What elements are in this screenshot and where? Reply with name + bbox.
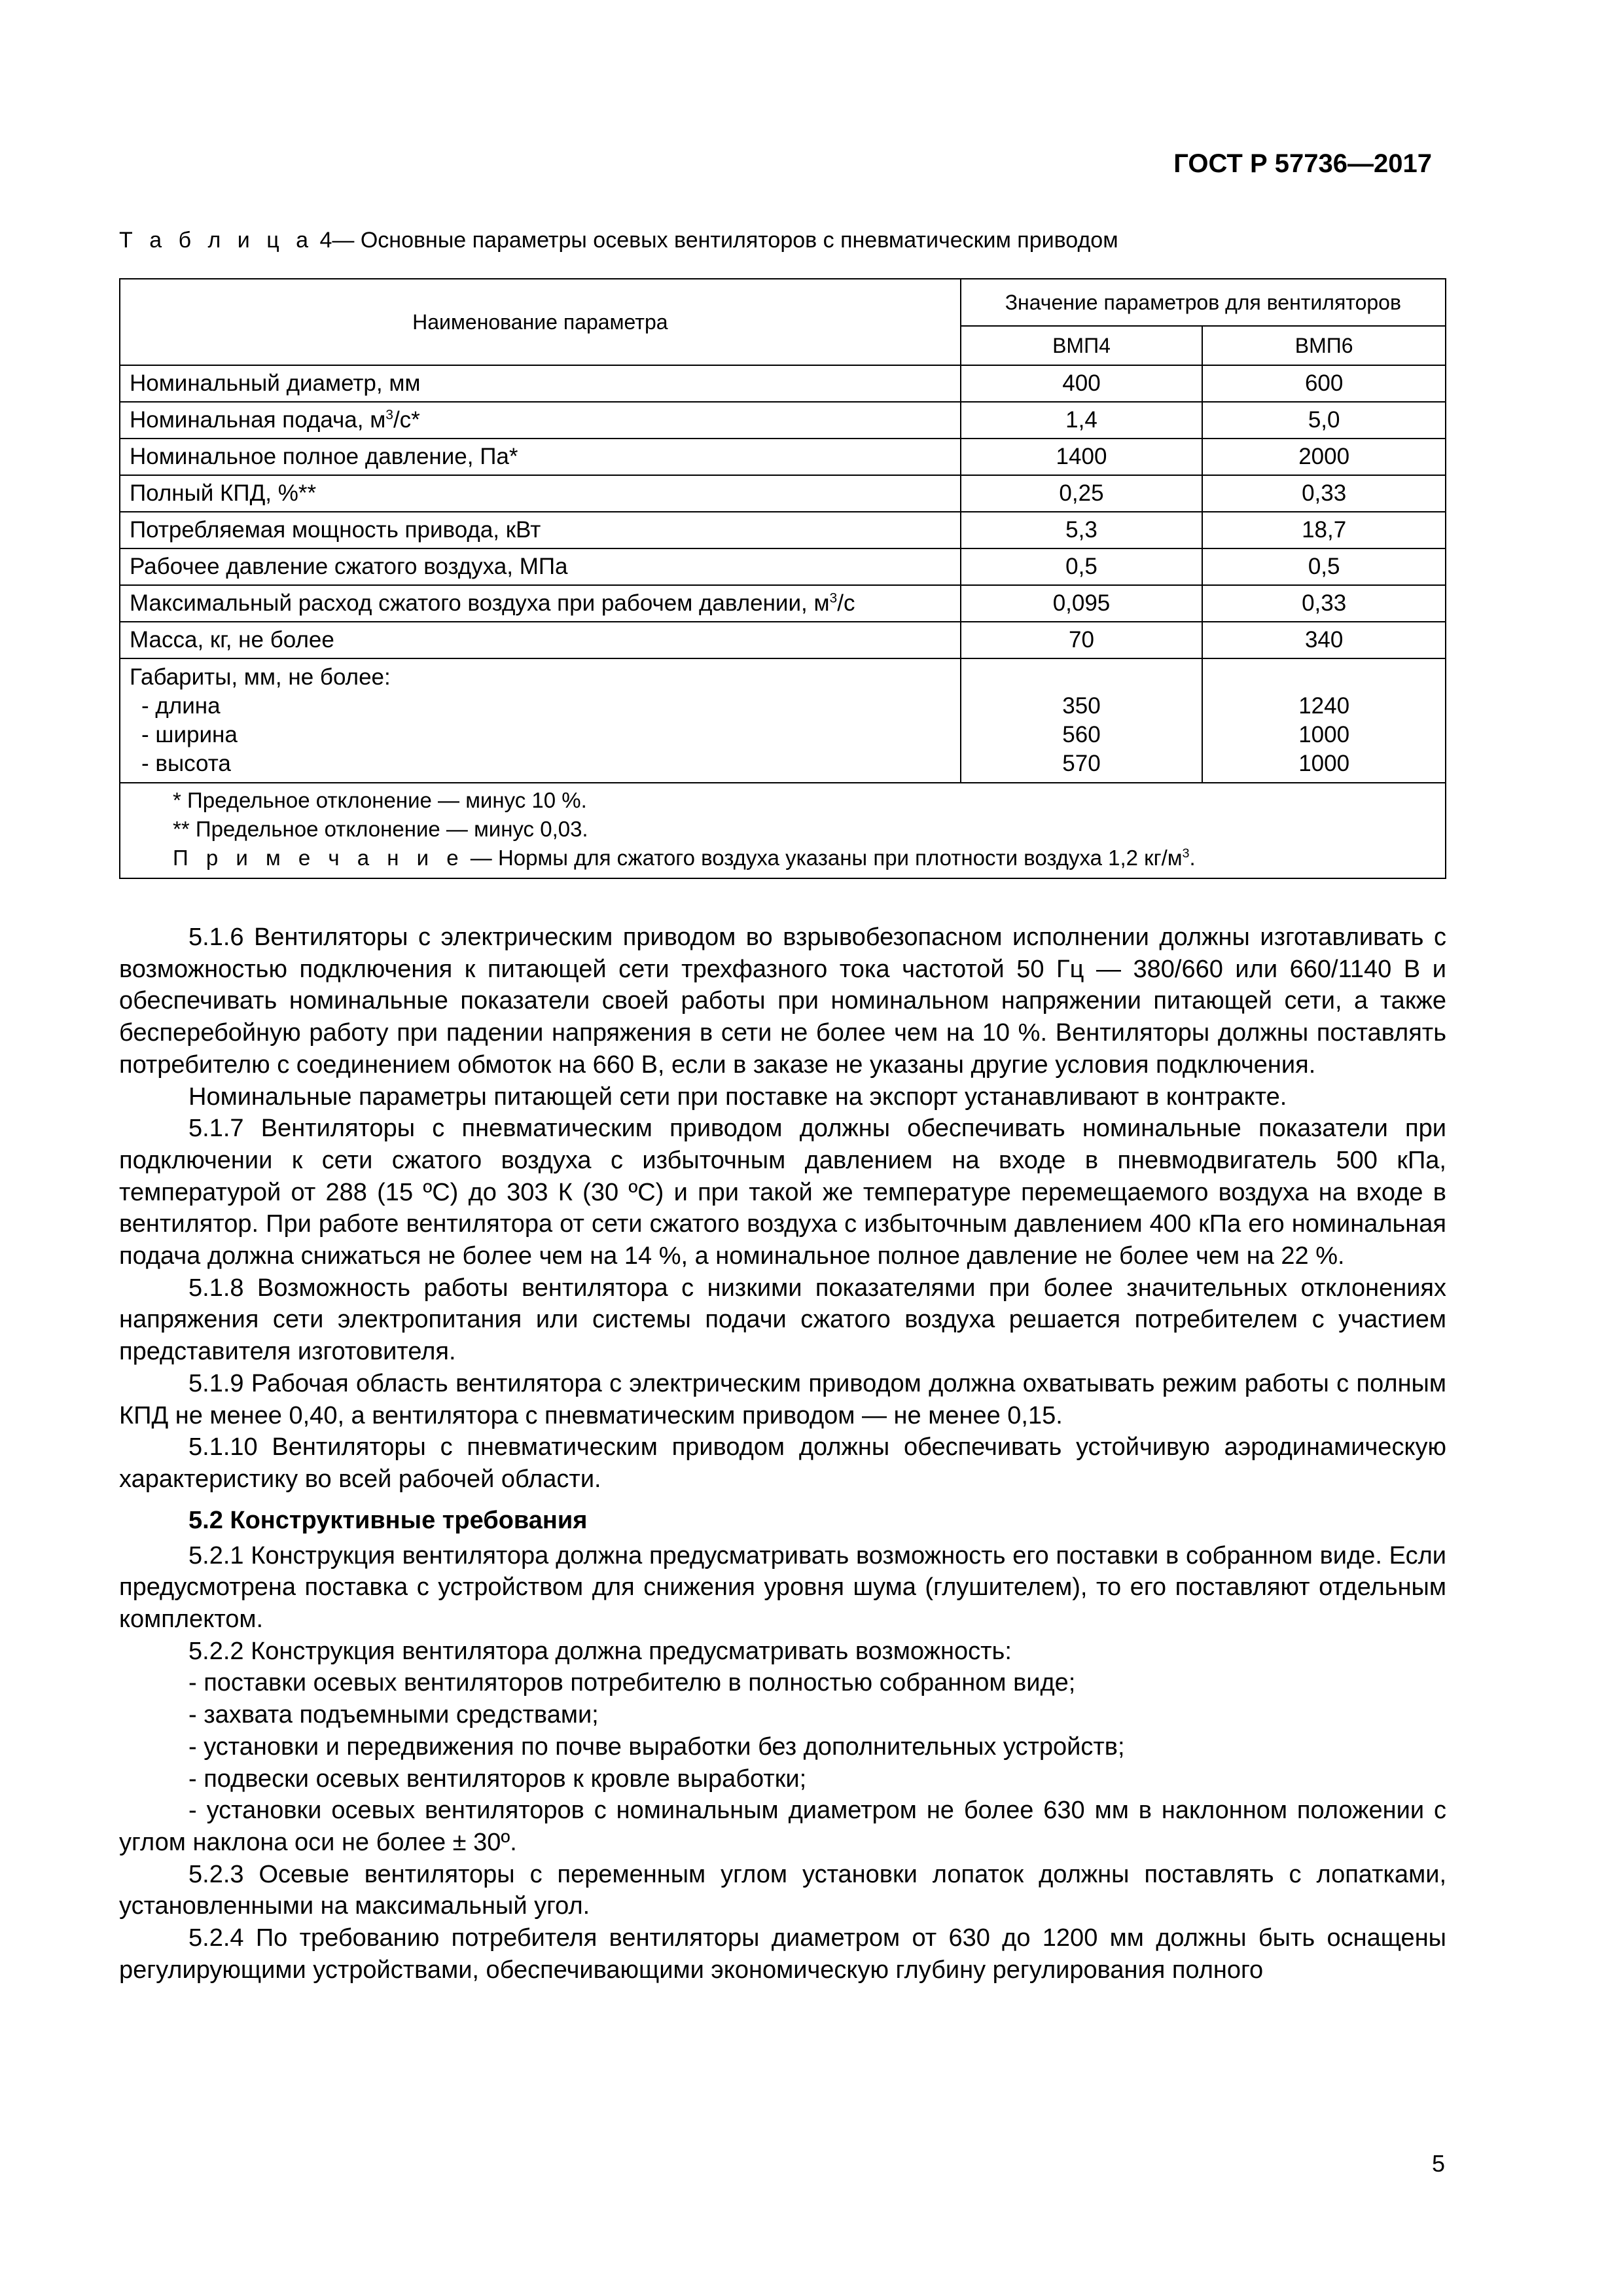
section-heading-5-2: 5.2 Конструктивные требования <box>188 1506 588 1534</box>
row-name-superscript: 3 <box>385 407 393 423</box>
table-notes <box>120 783 1446 878</box>
dimension-width-label: - ширина <box>141 722 238 747</box>
dimension-height-vmp6: 1000 <box>1298 751 1350 776</box>
row-value-vmp6: 18,7 <box>1202 512 1446 548</box>
list-item: - поставки осевых вентиляторов потребителю в полностью собранном виде; <box>188 1669 1076 1697</box>
dimension-length-label: - длина <box>141 693 221 719</box>
dimensions-vmp4 <box>961 658 1203 783</box>
row-value-vmp4: 1,4 <box>961 402 1203 439</box>
dimension-height-label: - высота <box>141 751 231 776</box>
dimension-width-vmp6: 1000 <box>1298 722 1350 747</box>
row-value-vmp6: 0,5 <box>1202 548 1446 585</box>
standard-designation: ГОСТ Р 57736—2017 <box>1173 149 1432 178</box>
row-name: Полный КПД, %** <box>120 475 961 512</box>
paragraph-5-1-7: 5.1.7 Вентиляторы с пневматическим приводом должны обеспечивать номинальные показатели при подключении к сети сжатого воздуха с избыточным давлением на входе в пневмодвигатель 500 кПа, температурой от 288 (15 ºС) до 303 К (30 ºС) и при такой же температуре перемещаемого воздуха на входе в вентилятор. При работе вентилятора от сети сжатого воздуха с избыточным давлением 400 кПа его номинальная подача должна снижаться не более чем на 14 %, а номинальное полное давление не более чем на 22 %. <box>119 1115 1446 1270</box>
footnote-1: * Предельное отклонение — минус 10 %. <box>173 788 587 812</box>
note-text: — Нормы для сжатого воздуха указаны при плотности воздуха 1,2 кг/м <box>470 846 1183 870</box>
list-item: - установки осевых вентиляторов с номинальным диаметром не более 630 мм в наклонном положении с углом наклона оси не более ± 30º. <box>119 1797 1446 1856</box>
dimensions-vmp6 <box>1202 658 1446 783</box>
table-row-dimensions <box>120 658 1446 783</box>
body-text <box>119 922 1446 1986</box>
row-name: Рабочее давление сжатого воздуха, МПа <box>120 548 961 585</box>
table-caption-text: 4— Основные параметры осевых вентиляторов с пневматическим приводом <box>319 228 1118 253</box>
dimensions-names <box>120 658 961 783</box>
paragraph-5-2-4: 5.2.4 По требованию потребителя вентиляторы диаметром от 630 до 1200 мм должны быть оснащены регулирующими устройствами, обеспечивающими экономическую глубину регулирования полного <box>119 1924 1446 1984</box>
row-value-vmp6: 0,33 <box>1202 475 1446 512</box>
paragraph-5-1-10: 5.1.10 Вентиляторы с пневматическим приводом должны обеспечивать устойчивую аэродинамическую характеристику во всей рабочей области. <box>119 1433 1446 1493</box>
table-row <box>120 512 1446 548</box>
note-label: П р и м е ч а н и е <box>173 846 465 870</box>
paragraph-5-1-8: 5.1.8 Возможность работы вентилятора с низкими показателями при более значительных отклонениях напряжения сети электропитания или системы подачи сжатого воздуха решается потребителем с участием представителя изготовителя. <box>119 1274 1446 1366</box>
paragraph-5-2-1: 5.2.1 Конструкция вентилятора должна предусматривать возможность его поставки в собранном виде. Если предусмотрена поставка с устройством для снижения уровня шума (глушителем), то его поставляют отдельным комплектом. <box>119 1541 1446 1634</box>
paragraph-5-1-6-export: Номинальные параметры питающей сети при поставке на экспорт устанавливают в контракте. <box>188 1083 1287 1111</box>
row-value-vmp6: 340 <box>1202 622 1446 658</box>
dimension-length-vmp4: 350 <box>1062 693 1101 719</box>
row-name: Потребляемая мощность привода, кВт <box>120 512 961 548</box>
row-value-vmp6: 600 <box>1202 365 1446 402</box>
table-row <box>120 548 1446 585</box>
paragraph-5-1-9: 5.1.9 Рабочая область вентилятора с электрическим приводом должна охватывать режим работы с полным КПД не менее 0,40, а вентилятора с пневматическим приводом — не менее 0,15. <box>119 1369 1446 1429</box>
table-notes-cell <box>120 783 1446 878</box>
row-name <box>120 585 961 622</box>
row-value-vmp4: 0,25 <box>961 475 1203 512</box>
row-value-vmp6: 2000 <box>1202 439 1446 475</box>
row-name: Масса, кг, не более <box>120 622 961 658</box>
list-item: - захвата подъемными средствами; <box>188 1701 599 1729</box>
row-value-vmp4: 400 <box>961 365 1203 402</box>
table-row <box>120 622 1446 658</box>
dimension-length-vmp6: 1240 <box>1298 693 1350 719</box>
list-item: - установки и передвижения по почве выработки без дополнительных устройств; <box>188 1732 1125 1761</box>
paragraph-5-1-6: 5.1.6 Вентиляторы с электрическим приводом во взрывобезопасном исполнении должны изготавливать с возможностью подключения к питающей сети трехфазного тока частотой 50 Гц — 380/660 или 660/1140 В и обеспечивать номинальные показатели своей работы при номинальном напряжении питающей сети, а также бесперебойную работу при падении напряжения в сети не более чем на 10 %. Вентиляторы должны поставлять потребителю с соединением обмоток на 660 В, если в заказе не указаны другие условия подключения. <box>119 924 1446 1079</box>
page-number: 5 <box>1431 2150 1445 2177</box>
table-row <box>120 475 1446 512</box>
row-value-vmp4: 70 <box>961 622 1203 658</box>
header-vmp6: ВМП6 <box>1202 326 1446 365</box>
dimension-height-vmp4: 570 <box>1062 751 1101 776</box>
row-value-vmp4: 0,095 <box>961 585 1203 622</box>
dimension-width-vmp4: 560 <box>1062 722 1101 747</box>
table-row <box>120 439 1446 475</box>
row-name-text: Максимальный расход сжатого воздуха при рабочем давлении, м <box>130 590 830 616</box>
table-row <box>120 585 1446 622</box>
row-name-text: Номинальная подача, м <box>130 407 386 433</box>
table-caption <box>119 228 1118 253</box>
table-row <box>120 402 1446 439</box>
row-value-vmp4: 0,5 <box>961 548 1203 585</box>
row-value-vmp4: 5,3 <box>961 512 1203 548</box>
row-name: Номинальное полное давление, Па* <box>120 439 961 475</box>
row-name <box>120 402 961 439</box>
table-caption-prefix: Т а б л и ц а <box>119 228 314 253</box>
paragraph-5-2-3: 5.2.3 Осевые вентиляторы с переменным углом установки лопаток должны поставлять с лопатками, установленными на максимальный угол. <box>119 1860 1446 1920</box>
parameters-table <box>119 278 1446 879</box>
row-name-suffix: /с* <box>393 407 420 433</box>
row-name: Номинальный диаметр, мм <box>120 365 961 402</box>
row-name-superscript: 3 <box>829 590 838 606</box>
table-note <box>173 844 1436 872</box>
row-name-suffix: /с <box>837 590 855 616</box>
row-value-vmp4: 1400 <box>961 439 1203 475</box>
dimensions-title: Габариты, мм, не более: <box>130 664 391 690</box>
header-parameter-name: Наименование параметра <box>120 279 961 365</box>
table-row <box>120 365 1446 402</box>
list-item: - подвески осевых вентиляторов к кровле выработки; <box>188 1765 807 1793</box>
paragraph-5-2-2: 5.2.2 Конструкция вентилятора должна предусматривать возможность: <box>188 1637 1012 1665</box>
note-superscript: 3 <box>1182 846 1190 861</box>
note-end: . <box>1189 846 1196 870</box>
footnote-2: ** Предельное отклонение — минус 0,03. <box>173 817 588 841</box>
header-vmp4: ВМП4 <box>961 326 1203 365</box>
row-value-vmp6: 0,33 <box>1202 585 1446 622</box>
row-value-vmp6: 5,0 <box>1202 402 1446 439</box>
header-parameter-values: Значение параметров для вентиляторов <box>961 279 1446 326</box>
